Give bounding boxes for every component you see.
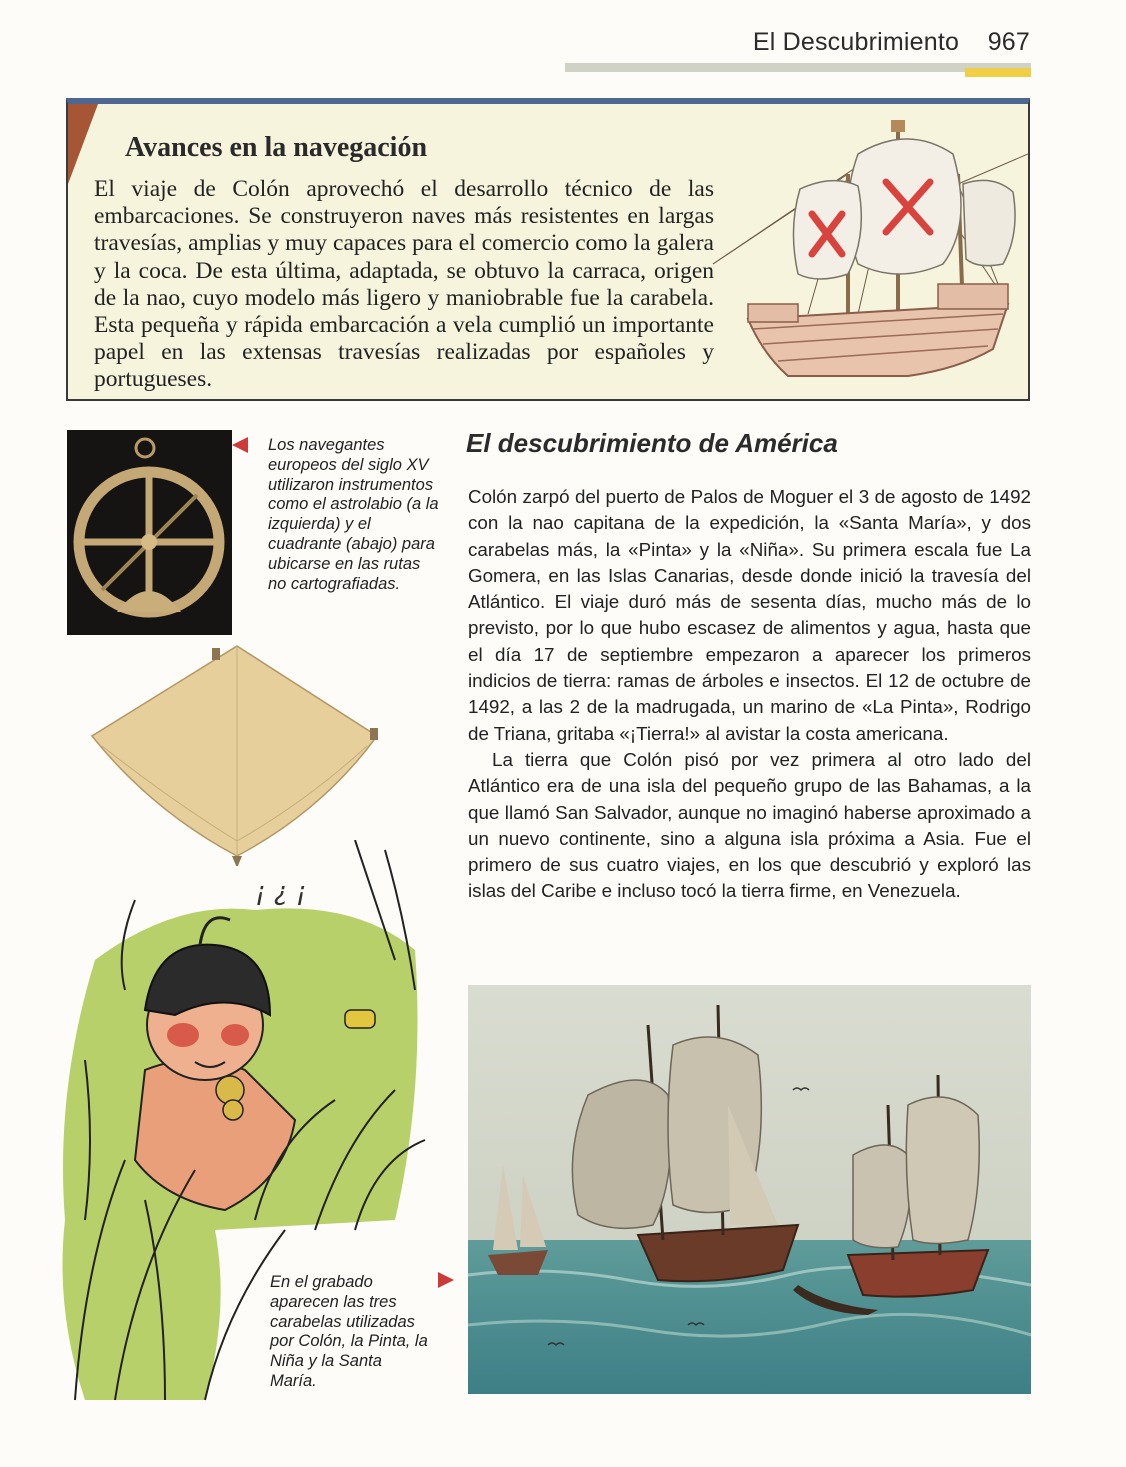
quadrant-instrument	[72, 636, 392, 866]
body-paragraph: Colón zarpó del puerto de Palos de Moguer el 3 de agosto de 1492 con la nao capitana de la expedición, la «Santa María», y dos carabelas más, la «Pinta» y la «Niña». Su primera escala fue La Gomera, en las Islas Canarias, desde donde inició la travesía del Atlántico. El viaje duró más de sesenta días, mucho más de lo previsto, por lo que hubo escasez de alimentos y agua, hasta que el día 17 de septiembre empezaron a aparecer los primeros indicios de tierra: ramas de árboles e insectos. El 12 de octubre de 1492, a las 2 de la madrugada, un marino de «La Pinta», Rodrigo de Triana, gritaba «¡Tierra!» al avistar la costa americana.	[468, 486, 1031, 744]
caption-pointer-right-icon	[438, 1272, 454, 1288]
chapter-title: El Descubrimiento	[752, 28, 960, 56]
feature-text: El viaje de Colón aprovechó el desarrollo técnico de las embarcaciones. Se construyeron naves más resistentes en largas travesías, amplias y muy capaces para el comercio como la galera y la coca. De esta última, adaptada, se obtuvo la carraca, origen de la nao, cuyo modelo más ligero y maniobrable fue la carabela. Esta pequeña y rápida embarcación a vela cumplió un importante papel en las extensas travesías realizadas por españoles y portugueses.	[94, 176, 714, 393]
caption-pointer-left-icon	[232, 437, 248, 453]
section-heading: El descubrimiento de América	[466, 428, 838, 458]
svg-text:¡ ¿ ¡: ¡ ¿ ¡	[255, 877, 307, 907]
feature-box	[66, 98, 1030, 401]
body-text	[468, 484, 1031, 905]
engraving-caption: En el grabado aparecen las tres carabelas utilizadas por Colón, la Pinta, la Niña y la Santa María.	[270, 1273, 428, 1390]
page-number: 967	[987, 28, 1030, 56]
instruments-caption: Los navegantes europeos del siglo XV utilizaron instrumentos como el astrolabio (a la izquierda) y el cuadrante (abajo) para ubicarse en las rutas no cartografiadas.	[268, 436, 439, 593]
header-rule	[565, 63, 965, 72]
body-paragraph: La tierra que Colón pisó por vez primera al otro lado del Atlántico era de una isla del pequeño grupo de las Bahamas, a la que llamó San Salvador, aunque no imaginó haberse aproximado a un nuevo continente, sino a alguna isla próxima a Asia. Fue el primero de sus cuatro viajes, en los que descubrió y exploró las islas del Caribe e incluso tocó la tierra firme, en Venezuela.	[468, 748, 1031, 902]
caravel-ship-illustration	[708, 114, 1028, 384]
running-header	[700, 28, 1030, 57]
header-rule-accent	[965, 63, 1031, 77]
astrolabe-photo	[67, 430, 232, 635]
three-caravels-painting	[468, 985, 1031, 1394]
feature-title: Avances en la navegación	[125, 132, 428, 163]
feature-corner-decoration	[68, 104, 98, 184]
